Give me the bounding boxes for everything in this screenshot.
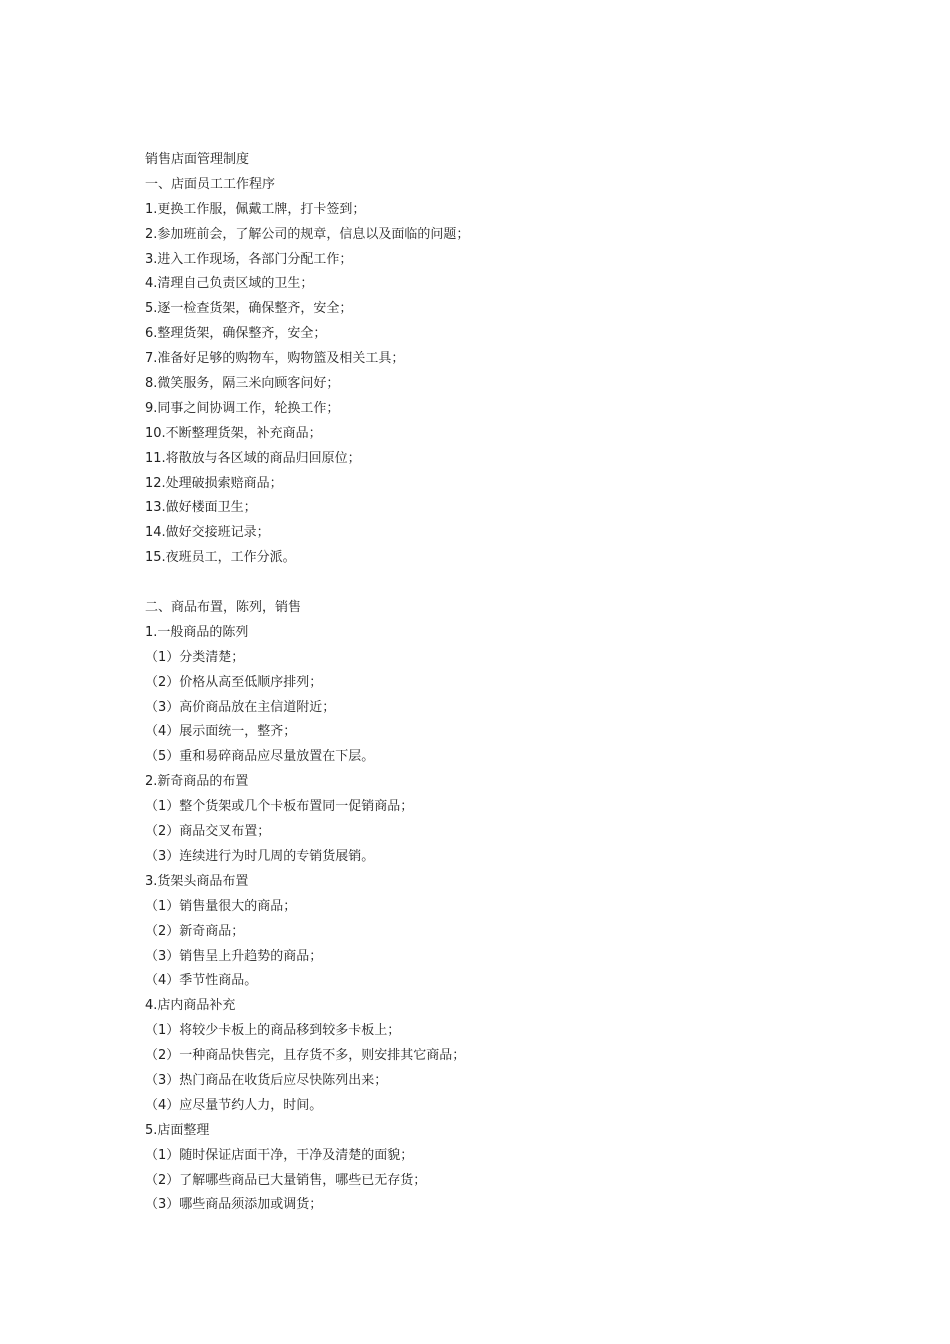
subsection-heading: 1.一般商品的陈列 [145, 624, 249, 640]
subsection-heading: 4.店内商品补充 [145, 998, 236, 1014]
section1-item: 11.将散放与各区域的商品归回原位； [145, 450, 361, 466]
document-title: 销售店面管理制度 [145, 152, 250, 167]
subsection-item: （2）了解哪些商品已大量销售，哪些已无存货； [145, 1172, 427, 1188]
subsection-item: （4）应尽量节约人力，时间。 [145, 1097, 323, 1113]
section1-item: 9.同事之间协调工作，轮换工作； [145, 400, 340, 416]
section1-item: 14.做好交接班记录； [145, 525, 270, 541]
subsection-item: （4）季节性商品。 [145, 973, 258, 989]
subsection-item: （1）销售量很大的商品； [145, 898, 297, 914]
section2-heading: 二、商品布置，陈列，销售 [145, 600, 302, 616]
section1-item: 10.不断整理货架，补充商品； [145, 425, 322, 441]
section1-item: 13.做好楼面卫生； [145, 500, 257, 516]
subsection-item: （2）一种商品快售完，且存货不多，则安排其它商品； [145, 1048, 466, 1064]
section1-item: 4.清理自己负责区域的卫生； [145, 276, 314, 292]
section1-item: 2.参加班前会，了解公司的规章，信息以及面临的问题； [145, 226, 470, 242]
subsection-item: （3）销售呈上升趋势的商品； [145, 948, 323, 964]
section1-item: 5.逐一检查货架，确保整齐，安全； [145, 301, 353, 317]
section1-item: 12.处理破损索赔商品； [145, 475, 283, 491]
section1-item: 6.整理货架，确保整齐，安全； [145, 326, 327, 342]
subsection-item: （3）热门商品在收货后应尽快陈列出来； [145, 1072, 388, 1088]
subsection-item: （2）新奇商品； [145, 923, 245, 939]
subsection-item: （4）展示面统一，整齐； [145, 724, 297, 740]
subsection-item: （5）重和易碎商品应尽量放置在下层。 [145, 749, 375, 765]
subsection-item: （1）分类清楚； [145, 649, 245, 665]
subsection-heading: 2.新奇商品的布置 [145, 774, 249, 790]
section1-heading: 一、店面员工工作程序 [145, 176, 276, 192]
subsection-item: （2）价格从高至低顺序排列； [145, 674, 323, 690]
subsection-item: （1）随时保证店面干净，干净及清楚的面貌； [145, 1147, 414, 1163]
section1-item: 1.更换工作服，佩戴工牌，打卡签到； [145, 201, 366, 217]
subsection-heading: 3.货架头商品布置 [145, 873, 249, 889]
subsection-item: （3）哪些商品须添加或调货； [145, 1197, 323, 1213]
subsection-item: （1）整个货架或几个卡板布置同一促销商品； [145, 799, 414, 815]
subsection-item: （3）连续进行为时几周的专销货展销。 [145, 848, 375, 864]
section1-item: 8.微笑服务，隔三米向顾客问好； [145, 376, 340, 392]
subsection-heading: 5.店面整理 [145, 1122, 210, 1138]
document-page [145, 148, 845, 1218]
section1-item: 15.夜班员工，工作分派。 [145, 550, 296, 566]
paragraph-spacer [145, 571, 845, 596]
subsection-item: （3）高价商品放在主信道附近； [145, 699, 336, 715]
subsection-item: （2）商品交叉布置； [145, 824, 271, 840]
section1-item: 3.进入工作现场，各部门分配工作； [145, 251, 353, 267]
section1-item: 7.准备好足够的购物车，购物篮及相关工具； [145, 351, 405, 367]
subsection-item: （1）将较少卡板上的商品移到较多卡板上； [145, 1023, 401, 1039]
